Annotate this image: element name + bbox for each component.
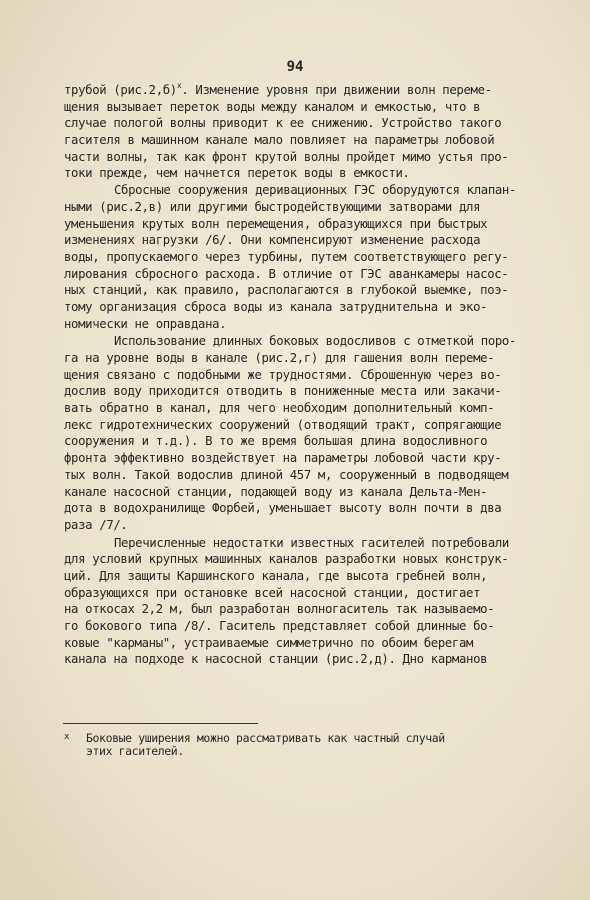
footnote (64, 730, 544, 758)
text-line (64, 249, 550, 266)
text-line (64, 232, 550, 249)
text-line (64, 433, 550, 450)
line-text: токи прежде, чем начнется переток воды в емкости. (64, 166, 410, 181)
text-line (64, 199, 550, 216)
footnote-line: этих гасителей. (86, 744, 184, 758)
text-line (64, 651, 550, 668)
page-number: 94 (286, 59, 304, 75)
line-text: случае пологой волны приводит к ее снижению. Устройство такого (64, 116, 502, 131)
text-line (64, 551, 550, 568)
text-line (64, 282, 550, 299)
text-line (64, 417, 550, 434)
line-text: Сбросные сооружения деривационных ГЭС оборудуются клапан- (114, 183, 517, 198)
line-text: уменьшения крутых волн перемещения, образующихся при быстрых (64, 216, 488, 231)
line-text: трубой (рис.2,б) (64, 83, 177, 97)
text-line (64, 517, 550, 534)
text-line (64, 400, 550, 417)
text-line (64, 216, 550, 233)
text-line (64, 299, 550, 316)
line-text: ций. Для защиты Каршинского канала, где высота гребней волн, (64, 568, 488, 583)
text-line (64, 350, 550, 367)
line-text: вать обратно в канал, для чего необходим дополнительный комп- (64, 401, 495, 416)
line-text: ковые "карманы", устраиваемые симметрично по обоим берегам (64, 635, 474, 650)
line-text: дослив воду приходится отводить в пониженные места или закачи- (64, 384, 502, 399)
line-text: образующихся при остановке всей насосной станции, достигает (64, 585, 481, 600)
text-line (64, 450, 550, 467)
text-line (64, 568, 550, 585)
line-text: раза /7/. (64, 517, 128, 532)
line-text: Использование длинных боковых водосливов с отметкой поро- (114, 334, 517, 349)
text-line (64, 618, 550, 635)
text-line (64, 367, 550, 384)
line-text: части волны, так как фронт крутой волны пройдет мимо устья про- (64, 149, 509, 164)
line-text: номически не оправдана. (64, 316, 227, 331)
line-text: изменениях нагрузки /6/. Они компенсируют изменение расхода (64, 233, 481, 248)
text-line (64, 635, 550, 652)
text-line (64, 115, 550, 132)
footnote-separator (63, 723, 258, 724)
footnote-line (64, 730, 544, 744)
text-line (64, 467, 550, 484)
text-line (64, 535, 550, 552)
text-line (64, 383, 550, 400)
text-line (64, 149, 550, 166)
line-text: канала на подходе к насосной станции (рис.2,д). Дно карманов (64, 652, 488, 667)
line-text: ными (рис.2,в) или другими быстродействующими затворами для (64, 199, 481, 214)
line-text: щения связано с подобными же трудностями. Сброшенную через во- (64, 367, 502, 382)
line-text: га на уровне воды в канале (рис.2,г) для гашения волн переме- (64, 351, 495, 365)
text-line (64, 132, 550, 149)
line-text: канале насосной станции, подающей воду из канала Дельта-Мен- (64, 484, 488, 499)
line-text: сооружения и т.д.). В то же время большая длина водосливного (64, 434, 488, 449)
body-text (64, 82, 550, 668)
text-line (64, 165, 550, 182)
line-text: дота в водохранилище Форбей, уменьшает высоту волн почти в два (64, 501, 502, 516)
text-line (64, 585, 550, 602)
text-line (64, 182, 550, 199)
line-text: лекс гидротехнических сооружений (отводящий тракт, сопрягающие (64, 417, 502, 432)
line-text: на откосах 2,2 м, был разработан волногаситель так называемо- (64, 602, 495, 617)
line-text: лирования сбросного расхода. В отличие от ГЭС аванкамеры насос- (64, 266, 509, 281)
text-line (64, 601, 550, 618)
line-text: го бокового типа /8/. Гаситель представляет собой длинные бо- (64, 619, 495, 633)
footnote-reference: x (176, 82, 182, 90)
line-text: гасителя в машинном канале мало повлияет на параметры лобовой (64, 133, 495, 148)
line-text: щения вызывает переток воды между каналом и емкостью, что в (64, 99, 481, 114)
footnote-text: Боковые уширения можно рассматривать как частный случай (86, 731, 445, 745)
text-line (64, 484, 550, 501)
text-line (64, 82, 550, 99)
line-text: для условий крупных машинных каналов разработки новых конструк- (64, 552, 509, 567)
line-text: фронта эффективно воздействует на параметры лобовой части кру- (64, 451, 502, 466)
line-text: воды, пропускаемого через турбины, путем соответствующего регу- (64, 249, 509, 264)
line-text: тому организация сброса воды из канала затруднительна и эко- (64, 299, 488, 314)
line-text: . Изменение уровня при движении волн переме- (181, 83, 492, 97)
text-line (64, 99, 550, 116)
text-line (64, 500, 550, 517)
text-line (64, 266, 550, 283)
text-line (64, 333, 550, 350)
line-text: Перечисленные недостатки известных гасителей потребовали (114, 535, 509, 550)
line-text: тых волн. Такой водослив длиной 457 м, сооруженный в подводящем (64, 467, 509, 482)
footnote-mark: x (64, 732, 70, 742)
line-text: ных станций, как правило, располагаются в глубокой выемке, поэ- (64, 283, 509, 298)
text-line (64, 316, 550, 333)
